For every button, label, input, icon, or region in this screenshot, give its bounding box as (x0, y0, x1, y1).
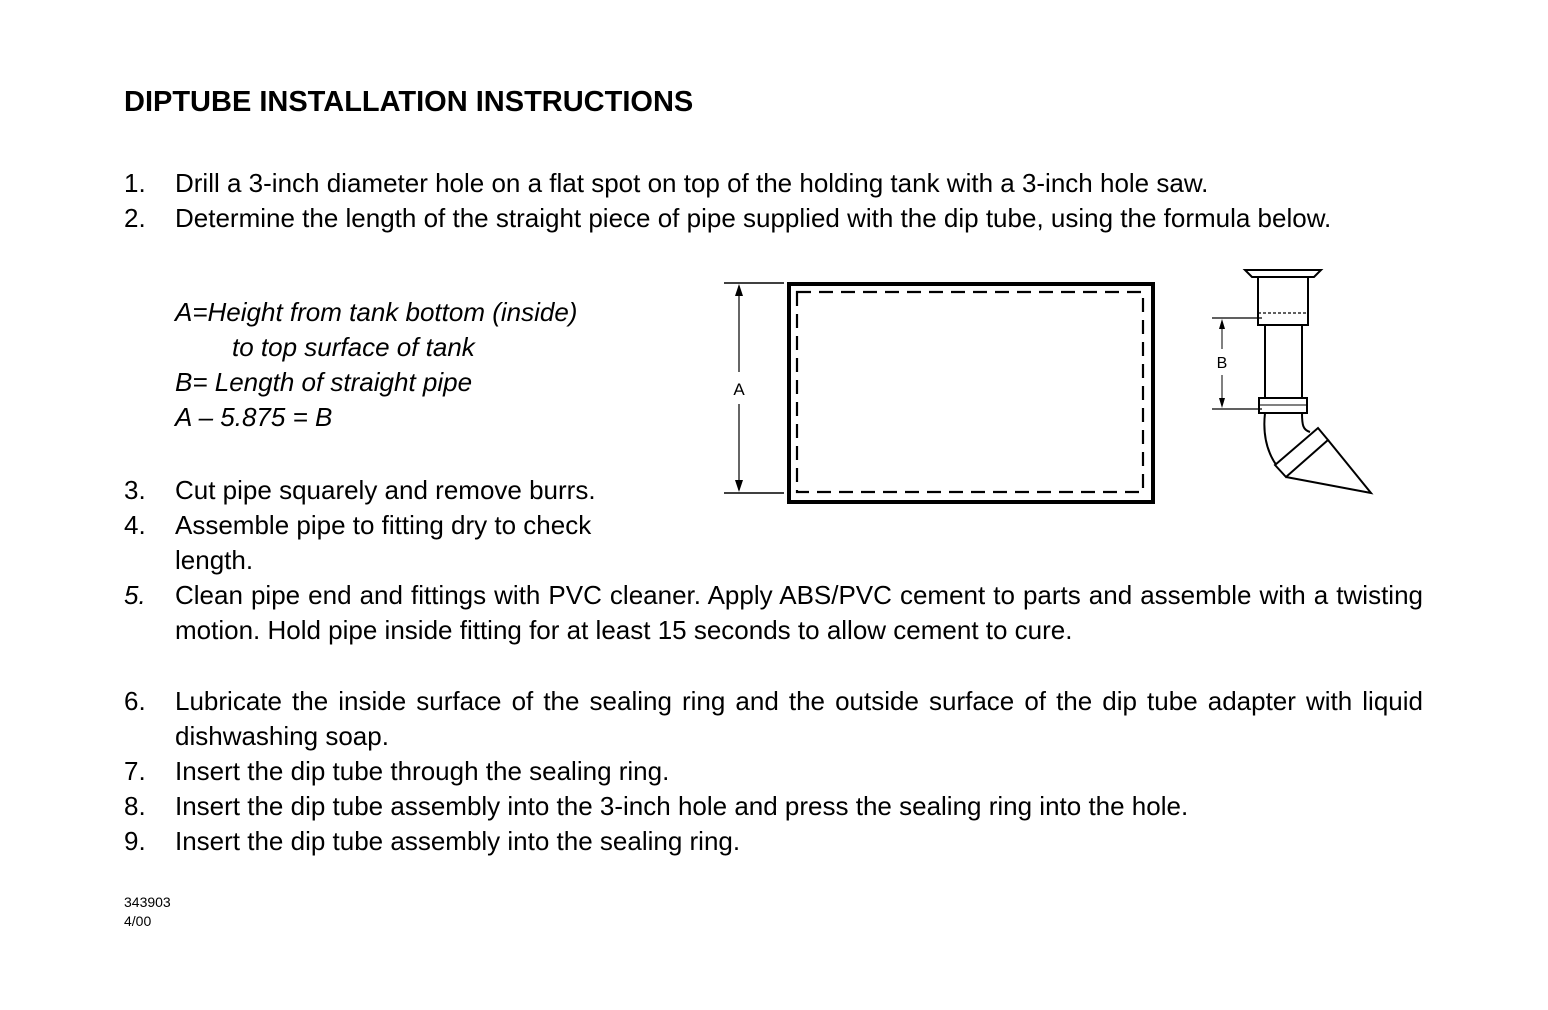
formula-line: A – 5.875 = B (175, 402, 333, 432)
step-number: 9. (124, 826, 146, 856)
step-text: Insert the dip tube through the sealing ring. (175, 756, 670, 786)
step-text: Drill a 3-inch diameter hole on a flat spot on top of the holding tank with a 3-inch hole saw. (175, 168, 1209, 198)
step-number: 4. (124, 510, 146, 540)
formula-line: B= Length of straight pipe (175, 367, 473, 397)
revision-date: 4/00 (124, 913, 152, 929)
dimension-a-label: A (733, 380, 745, 399)
step-number: 8. (124, 791, 146, 821)
step-text: Clean pipe end and fittings with PVC cleaner. Apply ABS/PVC cement to parts and assemble with a twisting motion. Hold pipe inside fitting for at least 15 seconds to allow cement to cure. (175, 580, 1423, 645)
step-text: Lubricate the inside surface of the sealing ring and the outside surface of the dip tube adapter with liquid dishwashing soap. (175, 686, 1423, 751)
dip-tube-diagram (1212, 270, 1371, 493)
dimension-b-label: B (1216, 355, 1228, 372)
tank-diagram (724, 283, 1153, 502)
formula-line: to top surface of tank (232, 332, 475, 362)
step-text: Assemble pipe to fitting dry to check length. (175, 510, 592, 575)
step-number: 5. (124, 580, 146, 610)
part-number: 343903 (124, 894, 171, 910)
step-number: 1. (124, 168, 146, 198)
step-text: Determine the length of the straight piece of pipe supplied with the dip tube, using the formula below. (175, 203, 1332, 233)
formula-line: A=Height from tank bottom (inside) (175, 297, 578, 327)
page-title: DIPTUBE INSTALLATION INSTRUCTIONS (124, 86, 694, 118)
step-text: Cut pipe squarely and remove burrs. (175, 475, 596, 505)
step-text: Insert the dip tube assembly into the sealing ring. (175, 826, 741, 856)
step-number: 6. (124, 686, 146, 716)
step-text: Insert the dip tube assembly into the 3-inch hole and press the sealing ring into the hole. (175, 791, 1189, 821)
step-number: 3. (124, 475, 146, 505)
step-number: 2. (124, 203, 146, 233)
step-number: 7. (124, 756, 146, 786)
footer (124, 893, 171, 931)
